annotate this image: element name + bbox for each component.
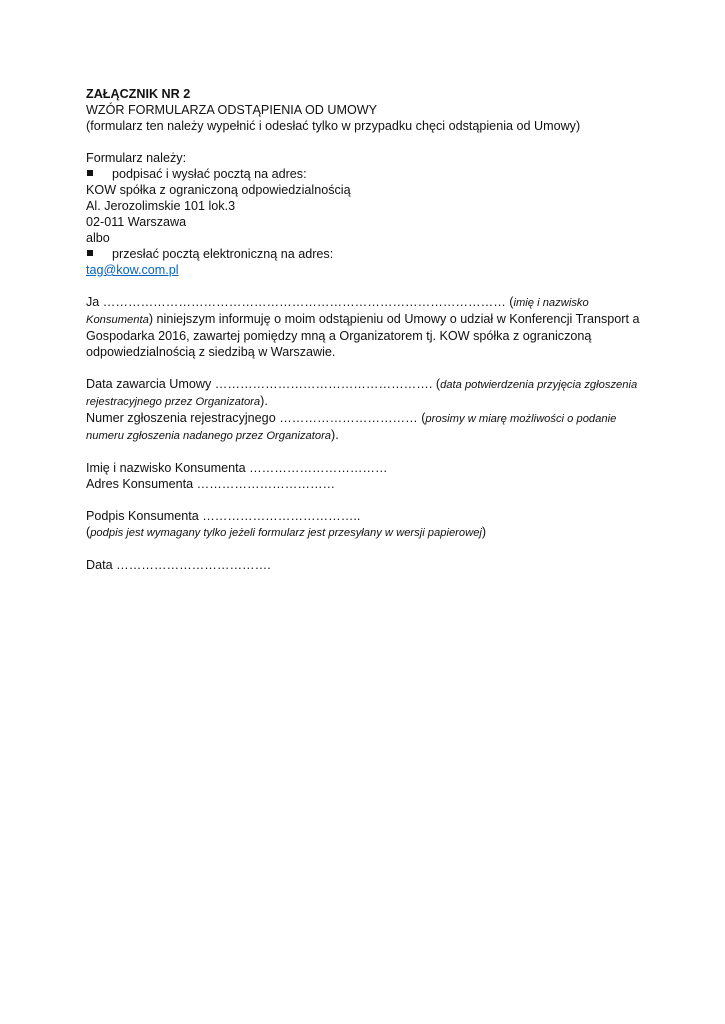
address-city: 02-011 Warszawa: [86, 215, 187, 229]
spacer: [86, 360, 646, 376]
bullet-item-post: [86, 166, 646, 182]
signature-note-close: ): [481, 525, 487, 539]
spacer: [86, 278, 646, 294]
square-bullet-icon: [87, 250, 93, 256]
form-content: [86, 86, 646, 573]
statement-start: Ja …………………………………………………………………………………… (: [86, 295, 514, 309]
email-link[interactable]: tag@kow.com.pl: [86, 263, 179, 277]
signature-note-open: (: [86, 525, 91, 539]
attachment-heading: ZAŁĄCZNIK NR 2: [86, 87, 191, 101]
statement-rest: ) niniejszym informuję o moim odstąpieniu od Umowy o udział w Konferencji Transport a Gospodarka 2016, zawartej pomiędzy mną a Organizatorem tj. KOW spółka z ograniczoną odpowiedzialnością z siedzibą w Warszawie.: [86, 312, 640, 359]
date-field: Data ……………………………….: [86, 558, 271, 572]
contract-date-hint: data potwierdzenia przyjęcia zgłoszenia rejestracyjnego przez Organizatora: [86, 379, 638, 408]
address-street: Al. Jerozolimskie 101 lok.3: [86, 199, 236, 213]
spacer: [86, 541, 646, 557]
spacer: [86, 492, 646, 508]
contract-date-end: ).: [260, 394, 268, 408]
signature-note-hint: podpis jest wymagany tylko jeżeli formularz jest przesyłany w wersji papierowej: [90, 527, 482, 539]
registration-number-label: Numer zgłoszenia rejestracyjnego …………………………… (: [86, 411, 426, 425]
bullet-email-text: przesłać pocztą elektroniczną na adres:: [112, 247, 334, 261]
spacer: [86, 134, 646, 150]
bullet-item-email: [86, 246, 646, 262]
spacer: [86, 444, 646, 460]
bullet-post-text: podpisać i wysłać pocztą na adres:: [112, 167, 307, 181]
statement-hint: imię i nazwisko Konsumenta: [86, 297, 589, 326]
signature-field: Podpis Konsumenta ………………………………..: [86, 509, 361, 523]
address-company: KOW spółka z ograniczoną odpowiedzialnością: [86, 183, 351, 197]
registration-number-field: [86, 410, 646, 444]
form-title: WZÓR FORMULARZA ODSTĄPIENIA OD UMOWY: [86, 103, 378, 117]
consumer-address-field: Adres Konsumenta ……………………………: [86, 477, 336, 491]
statement-paragraph: [86, 294, 646, 360]
intro-text: Formularz należy:: [86, 151, 187, 165]
signature-note: [86, 524, 646, 541]
contract-date-field: [86, 376, 646, 410]
square-bullet-icon: [87, 170, 93, 176]
contract-date-label: Data zawarcia Umowy ……………………………………………. (: [86, 377, 441, 391]
or-text: albo: [86, 231, 110, 245]
consumer-name-field: Imię i nazwisko Konsumenta ……………………………: [86, 461, 388, 475]
registration-number-hint: prosimy w miarę możliwości o podanie numeru zgłoszenia nadanego przez Organizatora: [86, 413, 617, 442]
registration-number-end: ).: [331, 428, 339, 442]
form-subtitle: (formularz ten należy wypełnić i odesłać tylko w przypadku chęci odstąpienia od Umowy): [86, 119, 581, 133]
